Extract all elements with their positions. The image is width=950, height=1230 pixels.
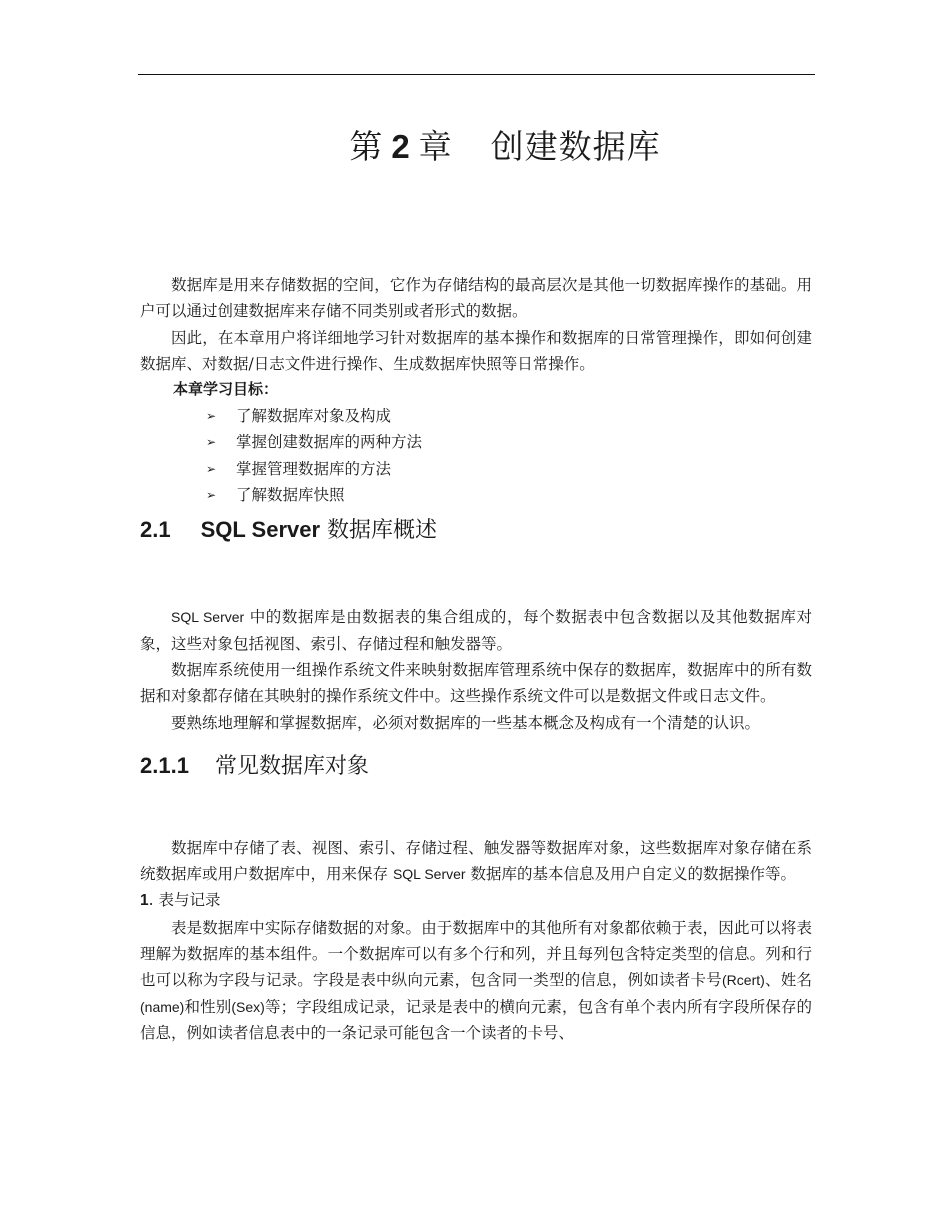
chapter-name: 创建数据库 [490,127,661,166]
section-heading-2-1 [140,512,812,549]
item-heading-tables-records: 1. 表与记录 [140,891,221,910]
goal-item: ➢ 了解数据库快照 [206,482,812,508]
section-latin-title: SQL Server [200,517,321,543]
section-title: 数据库概述 [327,518,438,544]
chapter-suffix: 章 [418,127,453,166]
section-heading-2-1-1 [140,748,812,785]
section-2-1-paragraph-2: 数据库系统使用一组操作系统文件来映射数据库管理系统中保存的数据库，数据库中的所有数据和对象都存储在其映射的操作系统文件中。这些操作系统文件可以是数据文件或日志文件。 [140,660,812,706]
intro-paragraph-2: 因此，在本章用户将详细地学习针对数据库的基本操作和数据库的日常管理操作，即如何创建数据库、对数据/日志文件进行操作、生成数据库快照等日常操作。 [140,328,812,373]
section-number: 2.1 [140,517,171,543]
arrow-bullet-icon: ➢ [206,461,217,476]
chapter-prefix: 第 [349,127,384,166]
chapter-number: 2 [391,128,411,165]
page-body [140,272,812,1046]
section-2-1-paragraph-3: 要熟练地理解和掌握数据库，必须对数据库的一些基本概念及构成有一个清楚的认识。 [171,713,761,732]
goals-label: 本章学习目标： [173,381,279,399]
subsection-number: 2.1.1 [140,752,189,778]
goal-item: ➢ 掌握创建数据库的两种方法 [206,429,812,455]
chapter-title [0,124,950,170]
arrow-bullet-icon: ➢ [206,488,217,503]
arrow-bullet-icon: ➢ [206,409,217,424]
intro-paragraph-1: 数据库是用来存储数据的空间，它作为存储结构的最高层次是其他一切数据库操作的基础。用户可以通过创建数据库来存储不同类别或者形式的数据。 [140,276,812,321]
subsection-title: 常见数据库对象 [214,753,369,779]
arrow-bullet-icon: ➢ [206,435,217,450]
tables-records-paragraph: 表是数据库中实际存储数据的对象。由于数据库中的其他所有对象都依赖于表，因此可以将表理解为数据库的基本组件。一个数据库可以有多个行和列，并且每列包含特定类型的信息。列和行也可以称为字段与记录。字段是表中纵向元素，包含同一类型的信息，例如读者卡号(Rcert)、姓名(name)和性别(Sex)等；字段组成记录，记录是表中的横向元素，包含有单个表内所有字段所保存的信息，例如读者信息表中的一条记录可能包含一个读者的卡号、 [140,918,812,1042]
goal-item: ➢ 掌握管理数据库的方法 [206,456,812,482]
goal-item: ➢ 了解数据库对象及构成 [206,403,812,429]
section-2-1-1-paragraph-1: 数据库中存储了表、视图、索引、存储过程、触发器等数据库对象，这些数据库对象存储在系统数据库或用户数据库中，用来保存 SQL Server 数据库的基本信息及用户自定义的数据操作等。 [140,838,812,884]
header-rule [138,74,815,75]
goals-list [140,403,812,508]
section-2-1-paragraph-1: SQL Server 中的数据库是由数据表的集合组成的，每个数据表中包含数据以及其他数据库对象，这些对象包括视图、索引、存储过程和触发器等。 [140,608,812,653]
